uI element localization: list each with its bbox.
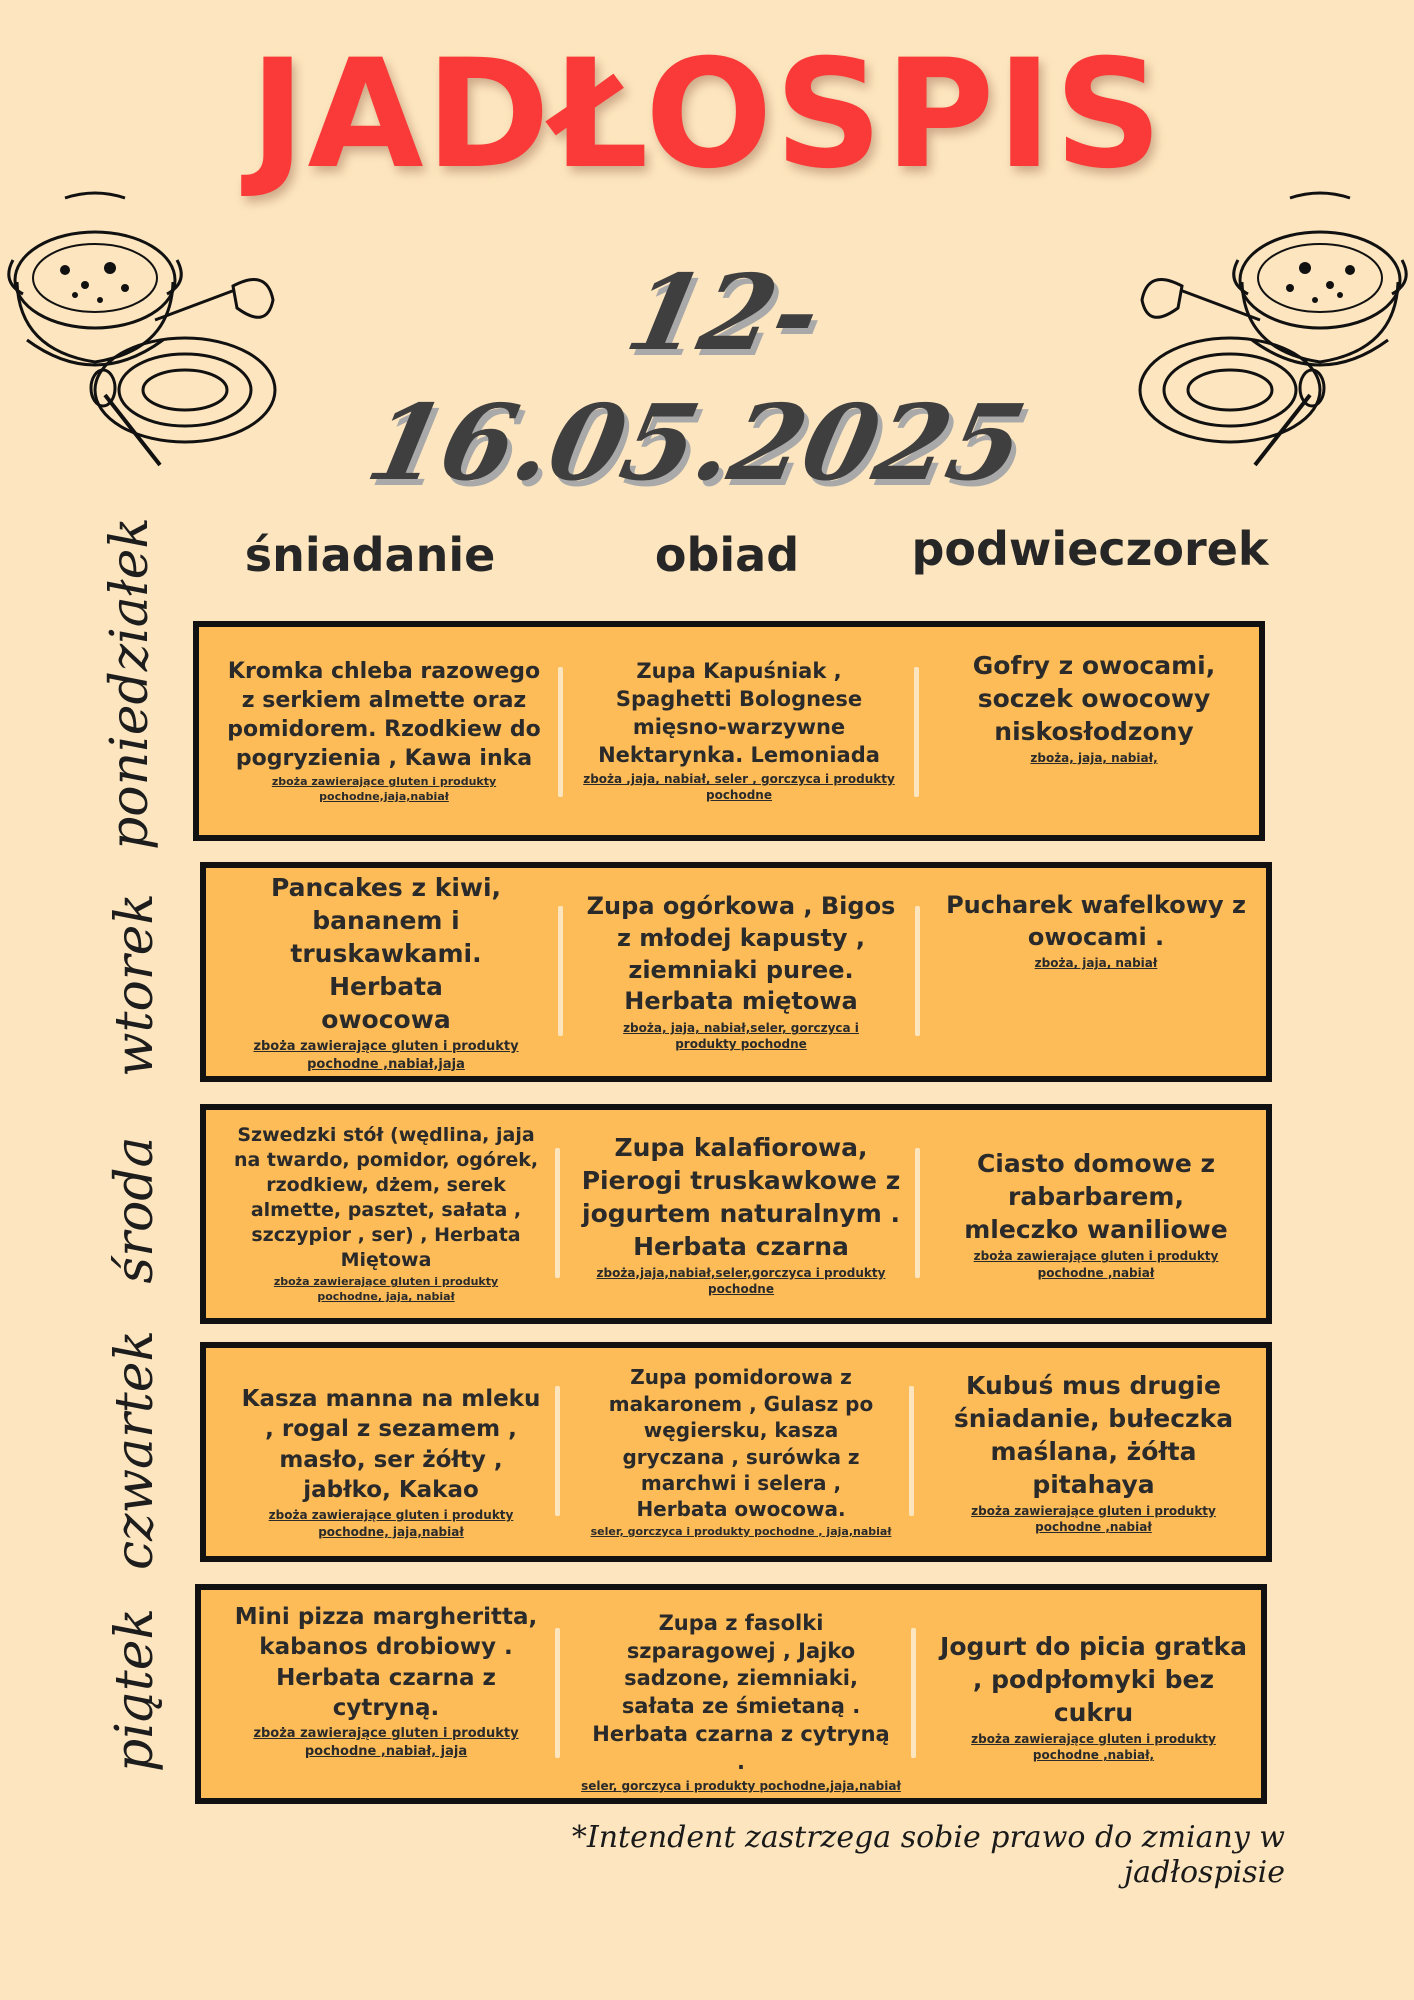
day-label-monday: poniedziałek <box>100 517 160 850</box>
day-row-tuesday <box>200 862 1272 1082</box>
lunch-text: Zupa z fasolki szparagowej , Jajko sadzone, ziemniaki, sałata ze śmietaną . Herbata czarna z cytryną . <box>592 1611 890 1774</box>
lunch-text: Zupa kalafiorowa, Pierogi truskawkowe z jogurtem naturalnym . Herbata czarna <box>581 1132 901 1261</box>
breakfast-allergens: zboża zawierające gluten i produkty pochodne ,nabiał,jaja <box>253 1038 519 1072</box>
lunch-allergens: seler, gorczyca i produkty pochodne , jaja,nabiał <box>590 1524 892 1538</box>
page-title: JADŁOSPIS <box>249 28 1165 202</box>
snack-allergens: zboża zawierające gluten i produkty pochodne ,nabiał, <box>971 1732 1216 1763</box>
column-separator <box>558 906 563 1036</box>
breakfast-cell <box>221 1110 551 1318</box>
breakfast-text: Kromka chleba razowego z serkiem almette oraz pomidorem. Rzodkiew do pogryzienia , Kawa inka <box>227 659 541 772</box>
column-heading-breakfast: śniadanie <box>244 528 496 582</box>
breakfast-allergens: zboża zawierające gluten i produkty pochodne ,nabiał, jaja <box>253 1726 519 1759</box>
lunch-cell <box>574 627 904 835</box>
snack-text: Pucharek wafelkowy z owocami . <box>946 891 1246 951</box>
snack-cell <box>926 1348 1261 1556</box>
day-row-thursday <box>200 1342 1272 1562</box>
footnote: *Intendent zastrzega sobie prawo do zmiany w jadłospisie <box>571 1820 1285 1890</box>
lunch-text: Zupa ogórkowa , Bigos z młodej kapusty , ziemniaki puree. Herbata miętowa <box>586 892 896 1016</box>
snack-allergens: zboża, jaja, nabiał <box>1034 956 1158 971</box>
column-separator <box>555 1628 560 1758</box>
column-separator <box>558 667 563 797</box>
column-separator <box>915 906 920 1036</box>
snack-cell <box>926 1590 1261 1798</box>
day-row-friday <box>195 1584 1267 1804</box>
breakfast-text: Mini pizza margheritta, kabanos drobiowy . Herbata czarna z cytryną. <box>234 1604 538 1722</box>
snack-text: Gofry z owocami, soczek owocowy niskosłodzony <box>972 651 1216 746</box>
column-separator <box>555 1386 560 1516</box>
lunch-cell <box>571 1110 911 1318</box>
snack-cell <box>931 1110 1261 1318</box>
breakfast-cell <box>231 1348 551 1556</box>
lunch-allergens: zboża,jaja,nabiał,seler,gorczyca i produkty pochodne <box>596 1265 886 1296</box>
lunch-cell <box>571 1590 911 1798</box>
date-range: 12-16.05.2025 <box>357 251 1036 504</box>
day-row-monday <box>193 621 1265 841</box>
lunch-allergens: zboża ,jaja, nabiał, seler , gorczyca i produkty pochodne <box>583 772 895 803</box>
column-heading-snack: podwieczorek <box>911 522 1269 576</box>
soup-pot-illustration <box>5 190 285 470</box>
column-separator <box>555 1148 560 1278</box>
snack-allergens: zboża zawierające gluten i produkty pochodne ,nabiał <box>971 1503 1216 1534</box>
day-label-friday: piątek <box>105 1607 165 1773</box>
breakfast-allergens: zboża zawierające gluten i produkty pochodne, jaja,nabiał <box>268 1508 514 1539</box>
column-heading-lunch: obiad <box>654 528 800 582</box>
snack-text: Kubuś mus drugie śniadanie, bułeczka maślana, żółta pitahaya <box>953 1370 1234 1499</box>
soup-pot-illustration <box>1130 190 1410 470</box>
snack-cell <box>931 868 1261 1076</box>
snack-cell <box>929 627 1259 835</box>
column-separator <box>914 667 919 797</box>
breakfast-cell <box>221 868 551 1076</box>
lunch-allergens: zboża, jaja, nabiał,seler, gorczyca i produkty pochodne <box>623 1021 859 1052</box>
breakfast-text: Kasza manna na mleku , rogal z sezamem , masło, ser żółty , jabłko, Kakao <box>241 1386 541 1504</box>
snack-text: Jogurt do picia gratka , podpłomyki bez cukru <box>940 1632 1247 1727</box>
snack-allergens: zboża zawierające gluten i produkty pochodne ,nabiał <box>973 1249 1219 1280</box>
breakfast-cell <box>221 1590 551 1798</box>
breakfast-text: Szwedzki stół (wędlina, jaja na twardo, pomidor, ogórek, rzodkiew, dżem, serek almette, pasztet, sałata , szczypior , ser) , Herbata Miętowa <box>233 1123 539 1272</box>
breakfast-allergens: zboża zawierające gluten i produkty pochodne,jaja,nabiał <box>271 775 497 804</box>
breakfast-allergens: zboża zawierające gluten i produkty pochodne, jaja, nabiał <box>273 1275 499 1304</box>
lunch-text: Zupa Kapuśniak , Spaghetti Bolognese mięsno-warzywne Nektarynka. Lemoniada <box>598 659 880 767</box>
breakfast-text: Pancakes z kiwi, bananem i truskawkami. Herbata owocowa <box>270 872 502 1034</box>
column-separator <box>915 1148 920 1278</box>
lunch-cell <box>571 868 911 1076</box>
snack-allergens: zboża, jaja, nabiał, <box>1030 751 1158 765</box>
day-label-wednesday: środa <box>105 1136 165 1284</box>
day-label-thursday: czwartek <box>105 1329 165 1571</box>
column-separator <box>909 1386 914 1516</box>
day-row-wednesday <box>200 1104 1272 1324</box>
column-separator <box>911 1628 916 1758</box>
breakfast-cell <box>219 627 549 835</box>
lunch-cell <box>571 1348 911 1556</box>
lunch-text: Zupa pomidorowa z makaronem , Gulasz po węgiersku, kasza gryczana , surówka z marchwi i selera , Herbata owocowa. <box>608 1365 874 1522</box>
snack-text: Ciasto domowe z rabarbarem, mleczko waniliowe <box>964 1149 1228 1245</box>
lunch-allergens: seler, gorczyca i produkty pochodne,jaja,nabiał <box>581 1779 901 1794</box>
day-label-tuesday: wtorek <box>105 893 165 1077</box>
